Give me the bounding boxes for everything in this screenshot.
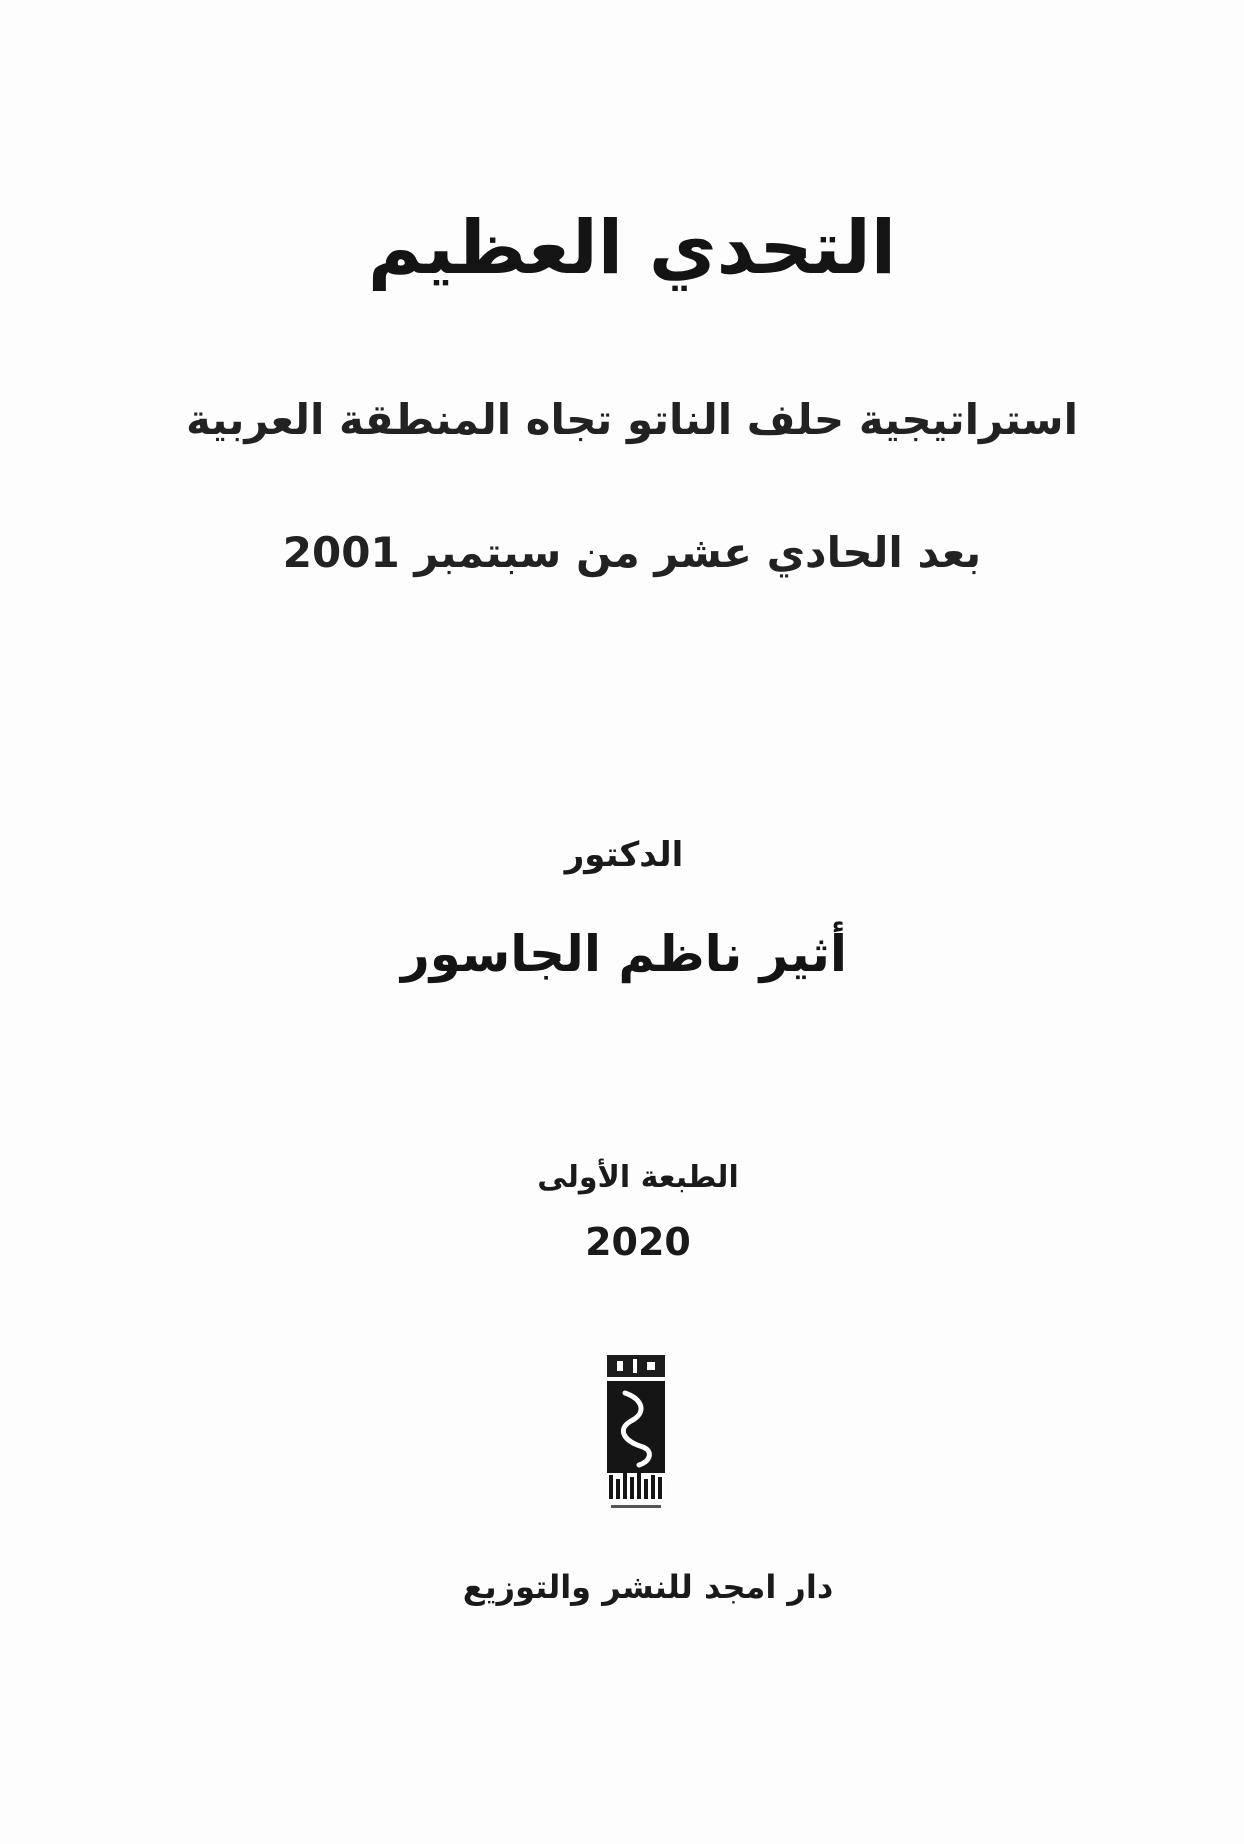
publisher-name: دار امجد للنشر والتوزيع xyxy=(462,1568,834,1606)
author-prefix: الدكتور xyxy=(564,835,684,875)
publisher-logo-icon xyxy=(603,1355,669,1515)
book-title: التحدي العظيم xyxy=(367,205,897,291)
publication-year: 2020 xyxy=(585,1220,691,1264)
book-subtitle-line-2: بعد الحادي عشر من سبتمبر 2001 xyxy=(282,528,982,577)
author-name: أثير ناظم الجاسور xyxy=(400,925,848,983)
edition-label: الطبعة الأولى xyxy=(537,1160,739,1195)
book-subtitle-line-1: استراتيجية حلف الناتو تجاه المنطقة العربية xyxy=(186,395,1078,444)
